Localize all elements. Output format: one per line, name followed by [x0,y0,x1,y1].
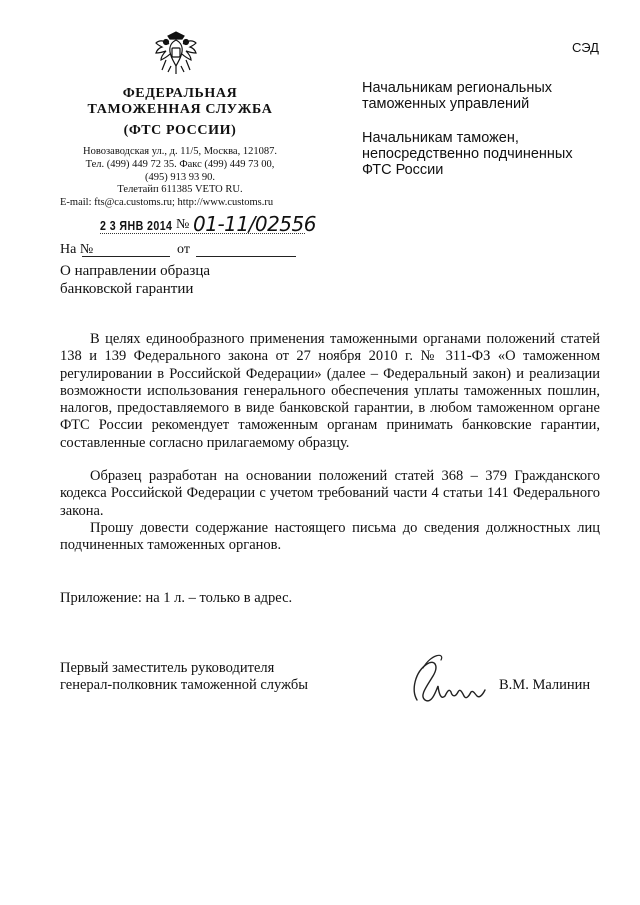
org-name-line1: ФЕДЕРАЛЬНАЯ [122,86,238,101]
body-paragraph-1 [60,331,600,452]
subject-line1: О направлении образца [60,263,211,279]
number-sign: № [176,217,190,232]
addressee-line5: ФТС России [362,162,444,178]
registration-number: 01-11/02556 [193,212,316,236]
signatory-name: В.М. Малинин [499,677,591,693]
org-name-line2: ТАМОЖЕННАЯ СЛУЖБА [87,102,273,117]
addressee-line4: непосредственно подчиненных [362,146,573,162]
addressee-line2: таможенных управлений [362,96,530,112]
paragraph-text: Прошу довести содержание настоящего письма до сведения должностных лиц подчиненных таможенных органов. [60,520,600,554]
address-line5: E-mail: fts@ca.customs.ru; http://www.customs.ru [60,197,274,208]
russian-double-headed-eagle-icon [154,30,198,76]
reply-from-label: от [177,242,190,257]
registration-underline [100,233,305,234]
reply-number-label: На № [60,242,94,257]
address-line1: Новозаводская ул., д. 11/5, Москва, 121087. [83,146,277,157]
address-line3: (495) 913 93 90. [145,172,215,183]
signatory-title-line1: Первый заместитель руководителя [60,660,275,676]
addressee-line3: Начальникам таможен, [362,130,519,146]
signatory-title-line2: генерал-полковник таможенной службы [60,677,309,693]
paragraph-text: В целях единообразного применения таможенными органами положений статей 138 и 139 Федерального закона от 27 ноября 2010 г. № 311-ФЗ «О таможенном регулировании в Российской Федерации» (далее – Федеральный закон) и реализации возможности использования генерального обеспечения уплаты таможенных пошлин, налогов, предоставляемого в виде банковской гарантии, в любом таможенном органе ФТС России рекомендует таможенным органам принимать банковские гарантии, составленные согласно прилагаемому образцу. [60,331,600,451]
sed-stamp: СЭД [572,40,599,55]
org-abbreviation: (ФТС РОССИИ) [123,123,237,138]
reply-number-line [82,256,170,257]
paragraph-text: Образец разработан на основании положений статей 368 – 379 Гражданского кодекса Российской Федерации с учетом требований части 4 статьи 141 Федерального закона. [60,468,600,519]
subject-line2: банковской гарантии [60,281,194,297]
addressee-line1: Начальникам региональных [362,80,553,96]
body-paragraph-3 [60,520,600,555]
body-paragraph-2 [60,468,600,520]
address-line2: Тел. (499) 449 72 35. Факс (499) 449 73 00, [85,159,275,170]
reply-date-line [196,256,296,257]
appendix-note: Приложение: на 1 л. – только в адрес. [60,590,293,606]
handwritten-signature [405,650,490,712]
address-line4: Телетайп 611385 VETO RU. [117,184,243,195]
registration-date: 2 3 ЯНВ 2014 [100,219,173,233]
